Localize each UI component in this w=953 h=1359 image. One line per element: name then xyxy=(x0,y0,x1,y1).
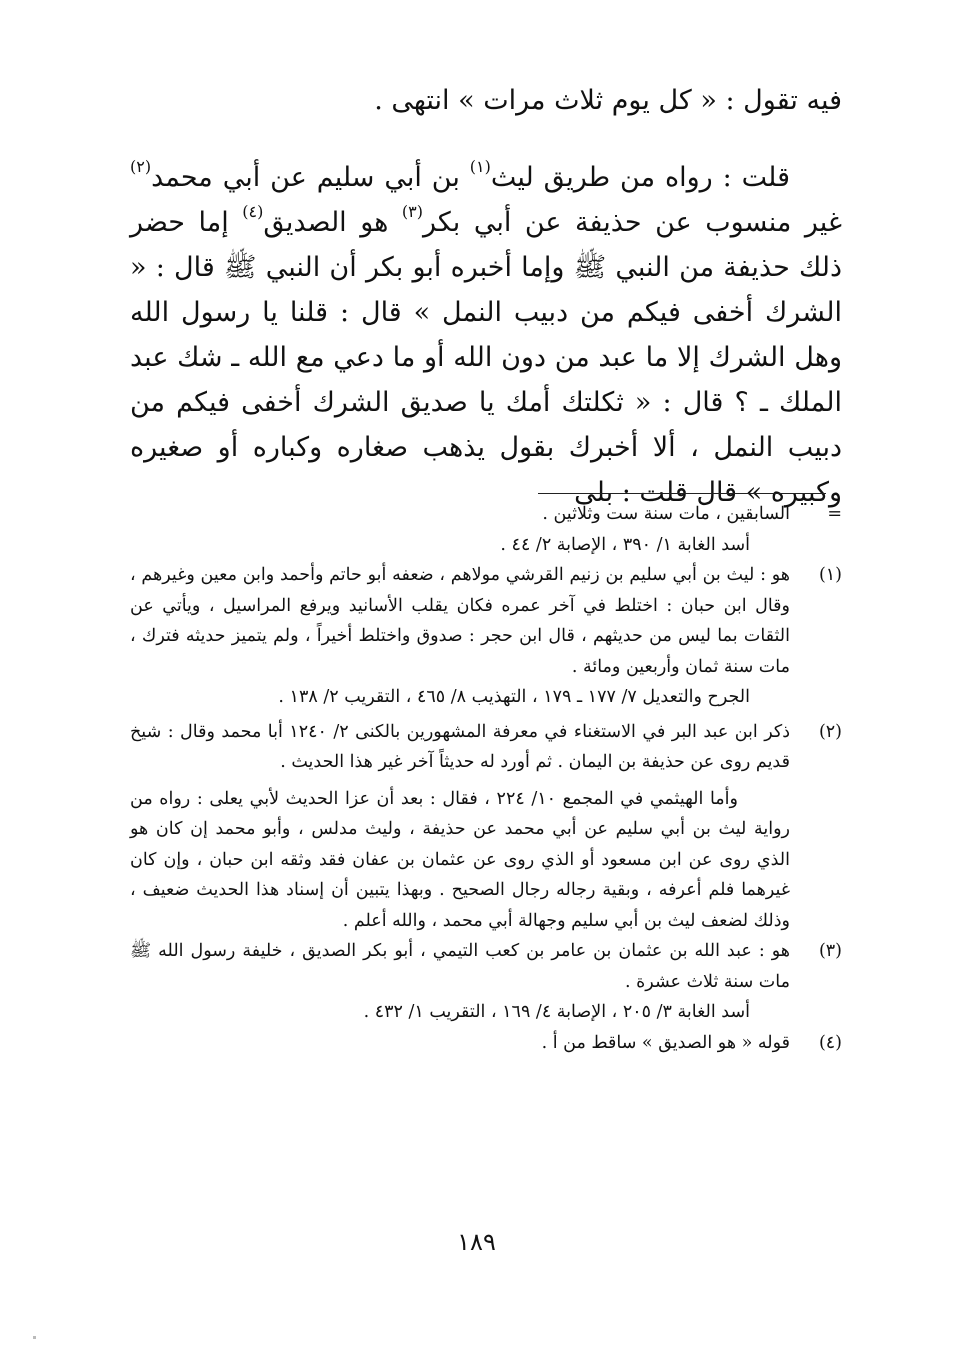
footnote-ref-2[interactable]: (٢) xyxy=(130,157,152,176)
footnote-ref-3[interactable]: (٣) xyxy=(401,202,423,221)
body-text-3: غير منسوب عن حذيفة عن أبي بكر xyxy=(423,207,843,238)
main-text-body xyxy=(130,155,842,515)
footnote-number: (٢) xyxy=(818,721,842,742)
footnote-3 xyxy=(130,936,842,997)
continuation-text: السابقين ، مات سنة ست وثلاثين . xyxy=(542,504,790,524)
footnote-number: (٤) xyxy=(818,1032,842,1053)
page-number: ١٨٩ xyxy=(457,1228,496,1256)
footnotes xyxy=(130,499,842,1058)
footnote-2 xyxy=(130,717,842,937)
footnote-1 xyxy=(130,560,842,682)
footnote-ref-1[interactable]: (١) xyxy=(469,157,491,176)
footnote-3-source-row xyxy=(130,997,842,1028)
footnote-4 xyxy=(130,1028,842,1059)
footnote-text: قوله « هو الصديق » ساقط من أ . xyxy=(541,1032,790,1053)
footnote-continuation xyxy=(130,499,842,530)
opening-line: فيه تقول : « كل يوم ثلاث مرات » انتهى . xyxy=(374,85,842,116)
footnote-separator xyxy=(538,493,826,494)
footnote-number: (١) xyxy=(818,565,842,585)
body-text-4: هو الصديق xyxy=(263,207,402,238)
footnote-text: هو : عبد الله بن عثمان بن عامر بن كعب التيمي ، أبو بكر الصديق ، خليفة رسول الله ﷺ مات سنة ثلاث عشرة . xyxy=(130,941,790,992)
main-text-first-line xyxy=(130,78,842,123)
footnote-continuation-source-row xyxy=(130,530,842,561)
continuation-marker: = xyxy=(827,504,842,524)
body-paragraph xyxy=(130,155,842,515)
body-text-5: إما حضر ذلك حذيفة من النبي ﷺ وإما أخبره أبو بكر أن النبي ﷺ قال : « الشرك أخفى فيكم من دبيب النمل » قال : قلنا يا رسول الله وهل الشرك إلا ما عبد من دون الله أو ما دعي مع الله ـ شك عبد الملك ـ ؟ قال : « ثكلتك أمك يا صديق الشرك أخفى فيكم من دبيب النمل ، ألا أخبرك بقول يذهب صغاره وكباره أو صغيره وكبيره » قال قلت : بلى xyxy=(130,207,842,508)
footnote-text: ذكر ابن عبد البر في الاستغناء في معرفة المشهورين بالكنى ٢/ ١٢٤٠ أبا محمد وقال : شيخ قديم روى عن حذيفة بن اليمان . ثم أورد له حديثاً آخر غير هذا الحديث . xyxy=(130,721,790,772)
continuation-source: أسد الغابة ١/ ٣٩٠ ، الإصابة ٢/ ٤٤ . xyxy=(500,534,750,555)
footnote-number: (٣) xyxy=(818,941,842,961)
body-text-2: بن أبي سليم عن أبي محمد xyxy=(151,162,470,193)
scan-speck xyxy=(33,1336,36,1339)
footnote-text-continued: وأما الهيثمي في المجمع ١٠/ ٢٢٤ ، فقال : بعد أن عزا الحديث لأبي يعلى : رواه من رواية ليث بن أبي سليم عن أبي محمد عن حذيفة ، وليث مدلس ، وأبو محمد إن كان هو الذي روى عن ابن مسعود أو الذي روى عن عثمان بن عفان فقد وثقه ابن حبان ، وإن كان غيرهما فلم أعرفه ، وبقية رجاله رجال الصحيح . وبهذا يتبين أن إسناد هذا الحديث ضعيف ، وذلك لضعف ليث بن أبي سليم وجهالة أبي محمد ، والله أعلم . xyxy=(130,788,790,931)
footnote-source: أسد الغابة ٣/ ٢٠٥ ، الإصابة ٤/ ١٦٩ ، التقريب ١/ ٤٣٢ . xyxy=(363,1002,750,1022)
footnote-source: الجرح والتعديل ٧/ ١٧٧ ـ ١٧٩ ، التهذيب ٨/ ٤٦٥ ، التقريب ٢/ ١٣٨ . xyxy=(278,687,750,707)
footnote-text: هو : ليث بن أبي سليم بن زنيم القرشي مولاهم ، ضعفه أبو حاتم وأحمد وابن معين وغيرهم ، وقال ابن حبان : اختلط في آخر عمره فكان يقلب الأسانيد ويرفع المراسيل ، ويأتي عن الثقات بما ليس من حديثهم ، قال ابن حجر : صدوق واختلط أخيراً ، ولم يتميز حديثه فترك ، مات سنة ثمان وأربعين ومائة . xyxy=(130,565,790,677)
footnote-1-source-row xyxy=(130,682,842,713)
body-text-1: قلت : رواه من طريق ليث xyxy=(490,162,790,193)
footnote-ref-4[interactable]: (٤) xyxy=(242,202,264,221)
